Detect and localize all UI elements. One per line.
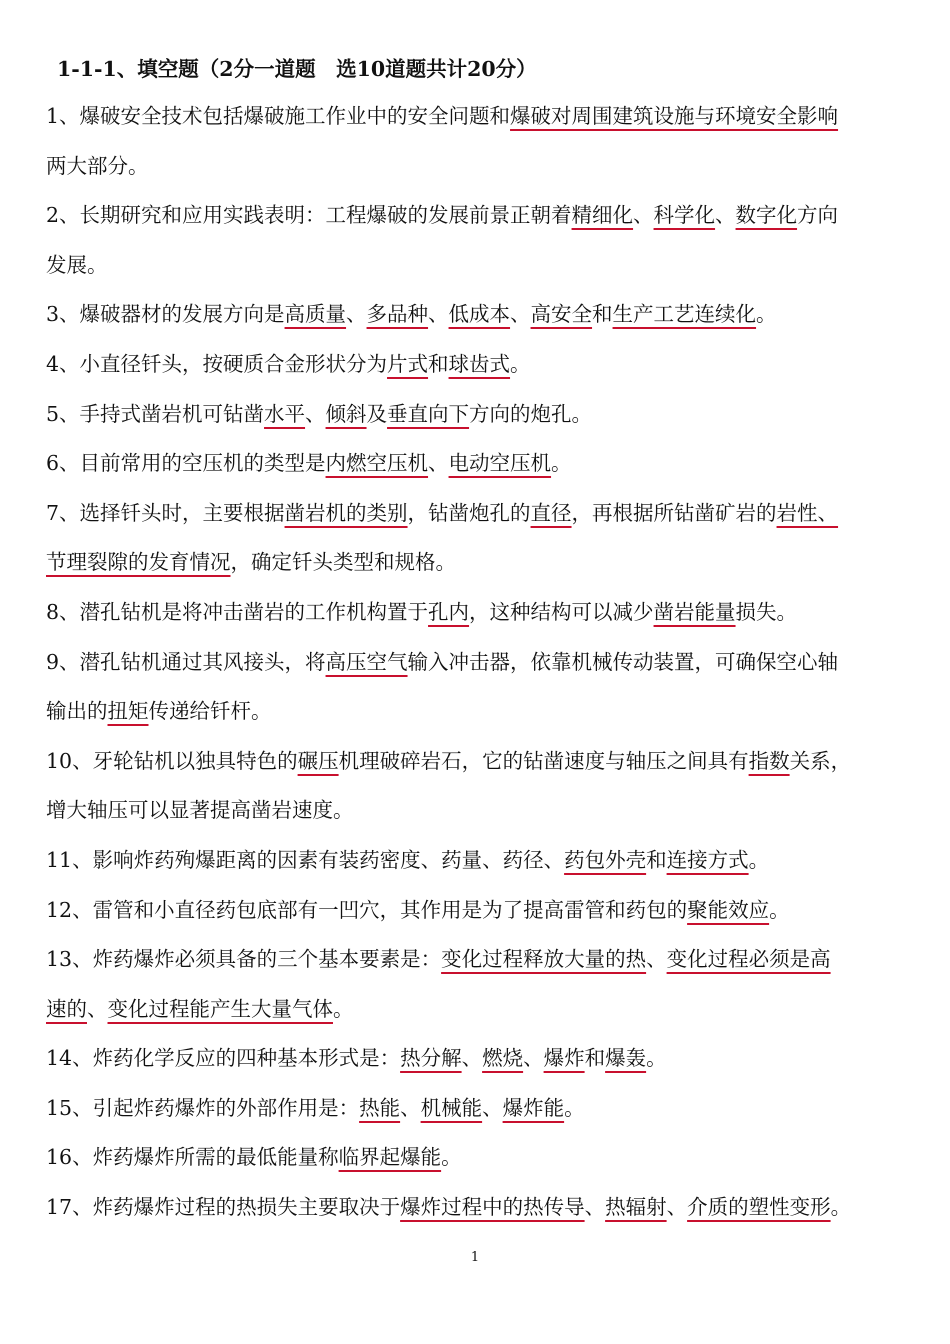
question-text: 输出的 bbox=[46, 699, 108, 724]
question-text: 5、手持式凿岩机可钻凿 bbox=[46, 401, 265, 426]
question-text: 方向的炮孔。 bbox=[469, 401, 593, 426]
answer-blank: 爆炸能 bbox=[502, 1095, 565, 1120]
question-text: 及 bbox=[366, 401, 388, 426]
text-line bbox=[46, 943, 908, 993]
answer-blank: 倾斜 bbox=[325, 401, 367, 426]
answer-blank: 爆炸 bbox=[543, 1046, 585, 1071]
answer-blank: 片式 bbox=[387, 351, 429, 376]
answer-blank: 变化过程必须是高 bbox=[666, 947, 831, 972]
question-text: 10、牙轮钻机以独具特色的 bbox=[46, 748, 298, 773]
question-text: 4、小直径钎头，按硬质合金形状分为 bbox=[46, 351, 388, 376]
answer-blank: 生产工艺连续化 bbox=[612, 302, 757, 327]
question-text: 、 bbox=[461, 1046, 483, 1071]
text-line bbox=[46, 249, 908, 299]
answer-blank: 热能 bbox=[359, 1095, 401, 1120]
question-text: 。 bbox=[441, 1145, 462, 1170]
answer-blank: 水平 bbox=[264, 401, 306, 426]
text-line bbox=[46, 794, 908, 844]
answer-blank: 爆轰 bbox=[605, 1046, 647, 1071]
answer-blank: 内燃空压机 bbox=[325, 451, 429, 476]
answer-blank: 聚能效应 bbox=[687, 897, 770, 922]
question-text: 。 bbox=[756, 302, 777, 327]
answer-blank: 凿岩机的类别 bbox=[284, 500, 408, 525]
text-line bbox=[46, 348, 908, 398]
answer-blank: 热辐射 bbox=[605, 1195, 667, 1220]
answer-blank: 多品种 bbox=[366, 302, 429, 327]
question-text: 9、潜孔钻机通过其风接头，将 bbox=[46, 649, 326, 674]
answer-blank: 介质的塑性变形 bbox=[687, 1195, 831, 1220]
text-line bbox=[46, 894, 908, 944]
text-line bbox=[46, 993, 908, 1043]
question-text: 、 bbox=[584, 1195, 606, 1220]
question-text: 、 bbox=[646, 947, 667, 972]
answer-blank: 速的 bbox=[46, 996, 87, 1021]
question-text: 6、目前常用的空压机的类型是 bbox=[46, 451, 326, 476]
text-line bbox=[46, 150, 908, 200]
answer-blank: 岩性、 bbox=[776, 500, 839, 525]
answer-blank: 燃烧 bbox=[482, 1046, 524, 1071]
question-text: 机理破碎岩石，它的钻凿速度与轴压之间具有 bbox=[338, 748, 749, 773]
question-text: 和 bbox=[592, 302, 613, 327]
question-text: 。 bbox=[769, 897, 790, 922]
text-line bbox=[46, 100, 908, 150]
answer-blank: 药包外壳 bbox=[564, 847, 647, 872]
answer-blank: 凿岩能量 bbox=[653, 599, 736, 624]
question-text: 、 bbox=[87, 996, 108, 1021]
question-text: 7、选择钎头时，主要根据 bbox=[46, 500, 285, 525]
question-text: ，再根据所钻凿矿岩的 bbox=[571, 500, 777, 525]
text-line bbox=[46, 199, 908, 249]
question-text: 和 bbox=[646, 847, 667, 872]
text-line bbox=[46, 447, 908, 497]
question-text: 。 bbox=[551, 451, 572, 476]
answer-blank: 碾压 bbox=[297, 748, 339, 773]
section-heading bbox=[57, 52, 537, 82]
question-text: ，钻凿炮孔的 bbox=[407, 500, 531, 525]
question-text: 12、雷管和小直径药包底部有一凹穴，其作用是为了提高雷管和药包的 bbox=[46, 897, 688, 922]
question-text: 方向 bbox=[797, 203, 839, 228]
question-text: 。 bbox=[564, 1095, 585, 1120]
question-text: 和 bbox=[584, 1046, 606, 1071]
question-text: 3、爆破器材的发展方向是 bbox=[46, 302, 285, 327]
text-line bbox=[46, 646, 908, 696]
text-line bbox=[46, 298, 908, 348]
question-text: 16、炸药爆炸所需的最低能量称 bbox=[46, 1145, 339, 1170]
answer-blank: 垂直向下 bbox=[387, 401, 470, 426]
question-text: 。 bbox=[646, 1046, 667, 1071]
question-text: 两大部分。 bbox=[46, 153, 149, 178]
answer-blank: 临界起爆能 bbox=[338, 1145, 442, 1170]
question-text: ，确定钎头类型和规格。 bbox=[230, 550, 456, 575]
answer-blank: 机械能 bbox=[420, 1095, 483, 1120]
text-line bbox=[46, 1141, 908, 1191]
answer-blank: 数字化 bbox=[735, 203, 798, 228]
question-text: 发展。 bbox=[46, 252, 108, 277]
answer-blank: 高安全 bbox=[530, 302, 593, 327]
question-text: 、 bbox=[346, 302, 367, 327]
text-line bbox=[46, 695, 908, 745]
question-text: 17、炸药爆炸过程的热损失主要取决于 bbox=[46, 1195, 401, 1220]
question-text: 。 bbox=[510, 351, 531, 376]
question-text: 、 bbox=[428, 302, 449, 327]
question-text: 8、潜孔钻机是将冲击凿岩的工作机构置于 bbox=[46, 599, 429, 624]
question-text: 、 bbox=[666, 1195, 688, 1220]
text-line bbox=[46, 1191, 908, 1241]
question-text: 和 bbox=[428, 351, 449, 376]
question-text: 输入冲击器，依靠机械传动装置，可确保空心轴 bbox=[407, 649, 839, 674]
question-list bbox=[46, 100, 908, 1241]
answer-blank: 高质量 bbox=[284, 302, 347, 327]
answer-blank: 精细化 bbox=[571, 203, 634, 228]
question-text: 。 bbox=[748, 847, 770, 872]
text-line bbox=[46, 546, 908, 596]
question-text: 、 bbox=[400, 1095, 421, 1120]
question-text: 13、炸药爆炸必须具备的三个基本要素是： bbox=[46, 947, 442, 972]
answer-blank: 高压空气 bbox=[325, 649, 408, 674]
answer-blank: 节理裂隙的发育情况 bbox=[46, 550, 231, 575]
question-text: 传递给钎杆。 bbox=[148, 699, 272, 724]
answer-blank: 连接方式 bbox=[666, 847, 749, 872]
answer-blank: 扭矩 bbox=[107, 699, 149, 724]
question-text: 、 bbox=[633, 203, 654, 228]
text-line bbox=[46, 497, 908, 547]
question-text: 11、影响炸药殉爆距离的因素有装药密度、药量、药径、 bbox=[46, 847, 565, 872]
question-text: 关系， bbox=[789, 748, 852, 773]
question-text: 增大轴压可以显著提高凿岩速度。 bbox=[46, 798, 354, 823]
answer-blank: 电动空压机 bbox=[448, 451, 552, 476]
answer-blank: 孔内 bbox=[428, 599, 470, 624]
text-line bbox=[46, 398, 908, 448]
answer-blank: 科学化 bbox=[653, 203, 716, 228]
question-text: 、 bbox=[482, 1095, 503, 1120]
section-heading-text: 1-1-1、填空题（2分一道题 选10道题共计20分） bbox=[57, 57, 537, 81]
question-text: 2、长期研究和应用实践表明：工程爆破的发展前景正朝着 bbox=[46, 203, 572, 228]
text-line bbox=[46, 844, 908, 894]
answer-blank: 球齿式 bbox=[448, 351, 511, 376]
page-number: 1 bbox=[470, 1250, 480, 1265]
question-text: 、 bbox=[523, 1046, 544, 1071]
question-text: 。 bbox=[333, 996, 354, 1021]
question-text: 1、爆破安全技术包括爆破施工作业中的安全问题和 bbox=[46, 104, 511, 128]
question-text: 15、引起炸药爆炸的外部作用是： bbox=[46, 1095, 360, 1120]
answer-blank: 低成本 bbox=[448, 302, 511, 327]
answer-blank: 指数 bbox=[748, 748, 790, 773]
text-line bbox=[46, 1092, 908, 1142]
answer-blank: 直径 bbox=[530, 500, 572, 525]
question-text: 、 bbox=[305, 401, 326, 426]
answer-blank: 变化过程能产生大量气体 bbox=[107, 996, 333, 1021]
answer-blank: 爆炸过程中的热传导 bbox=[400, 1195, 585, 1220]
question-text: 、 bbox=[428, 451, 449, 476]
question-text: 14、炸药化学反应的四种基本形式是： bbox=[46, 1046, 401, 1071]
text-line bbox=[46, 596, 908, 646]
answer-blank: 热分解 bbox=[400, 1046, 462, 1071]
question-text: 、 bbox=[510, 302, 531, 327]
question-text: 、 bbox=[715, 203, 736, 228]
question-text: ，这种结构可以减少 bbox=[469, 599, 654, 624]
question-text: 。 bbox=[830, 1195, 852, 1220]
answer-blank: 变化过程释放大量的热 bbox=[441, 947, 647, 972]
answer-blank: 爆破对周围建筑设施与环境安全影响 bbox=[510, 104, 839, 128]
text-line bbox=[46, 1042, 908, 1092]
question-text: 损失。 bbox=[735, 599, 798, 624]
text-line bbox=[46, 745, 908, 795]
